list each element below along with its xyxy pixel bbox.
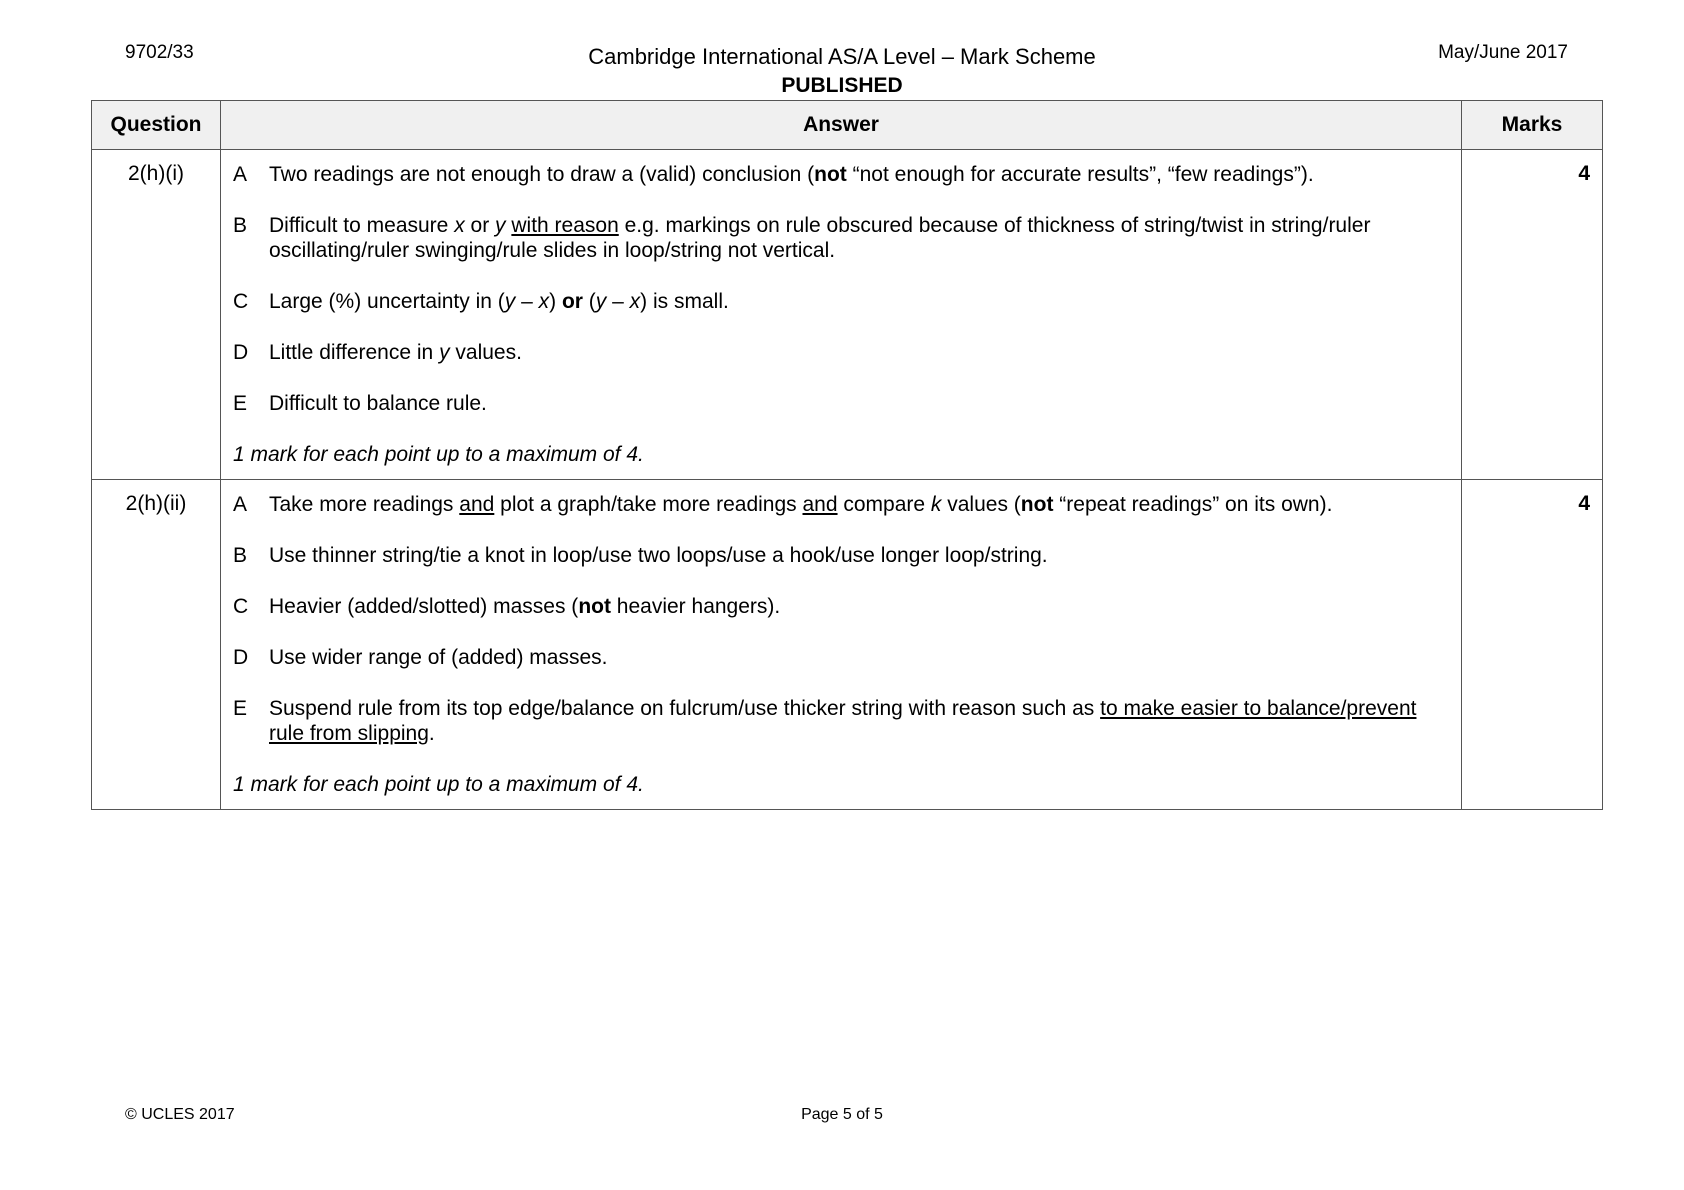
point-text-segment: y <box>495 214 506 237</box>
point-letter: B <box>233 544 248 567</box>
point-text-segment: not <box>1020 493 1054 516</box>
point-text-segment: y <box>595 290 607 313</box>
marking-point <box>233 213 1449 263</box>
point-text <box>269 213 1449 263</box>
point-text-segment: values. <box>449 341 522 364</box>
paper-code: 9702/33 <box>125 42 194 63</box>
point-text-segment: e.g. markings on rule obscured because of thickness of string/twist in string/ruler oscillating/ruler swinging/rule slides in loop/string not vertical. <box>269 214 1371 262</box>
point-text-segment: Suspend rule from its top edge/balance on fulcrum/use thicker string with reason such as <box>269 697 1101 720</box>
point-letter: D <box>233 646 249 669</box>
point-text-segment: values ( <box>941 493 1021 516</box>
point-text-segment: – <box>515 290 539 313</box>
published-label: PUBLISHED <box>781 74 903 97</box>
point-text-segment: x <box>629 290 641 313</box>
point-text <box>269 289 1449 314</box>
point-letter: E <box>233 392 248 415</box>
document-title: Cambridge International AS/A Level – Mark Scheme <box>588 44 1096 69</box>
point-text <box>269 162 1449 187</box>
page-number: Page 5 of 5 <box>801 1106 883 1123</box>
point-text-segment: not <box>578 595 611 618</box>
point-text <box>269 391 1449 416</box>
marking-point <box>233 340 1449 365</box>
column-header-question: Question <box>92 101 221 150</box>
marks-value: 4 <box>1462 150 1603 480</box>
point-text <box>269 543 1449 568</box>
point-text <box>269 492 1449 517</box>
answer-cell <box>221 150 1462 480</box>
point-text-segment: x <box>454 214 465 237</box>
copyright: © UCLES 2017 <box>125 1106 235 1123</box>
point-letter: E <box>233 697 248 720</box>
point-text-segment: or <box>561 290 583 313</box>
column-header-marks: Marks <box>1462 101 1603 150</box>
point-text <box>269 645 1449 670</box>
question-number: 2(h)(ii) <box>92 480 221 810</box>
column-header-answer: Answer <box>221 101 1462 150</box>
point-text-segment: or <box>464 214 496 237</box>
point-text-segment: k <box>930 493 942 516</box>
point-letter: A <box>233 493 248 516</box>
table-row <box>92 480 1603 810</box>
point-text-segment: with reason <box>511 214 619 237</box>
point-text-segment: not <box>814 163 847 186</box>
point-text-segment: ( <box>582 290 596 313</box>
point-text-segment: plot a graph/take more readings <box>494 493 803 516</box>
point-text <box>269 696 1449 746</box>
point-text-segment: x <box>538 290 550 313</box>
point-text-segment: Difficult to measure <box>269 214 455 237</box>
answer-cell <box>221 480 1462 810</box>
point-letter: C <box>233 595 249 618</box>
point-letter: D <box>233 341 249 364</box>
question-number: 2(h)(i) <box>92 150 221 480</box>
marks-value: 4 <box>1462 480 1603 810</box>
marking-point <box>233 594 1449 619</box>
point-text <box>269 594 1449 619</box>
point-letter: A <box>233 163 248 186</box>
marking-point <box>233 492 1449 517</box>
point-letter: B <box>233 214 248 237</box>
point-text-segment: y <box>439 341 450 364</box>
point-text-segment: Difficult to balance rule. <box>269 392 487 415</box>
marking-note: 1 mark for each point up to a maximum of 4. <box>233 443 644 466</box>
point-text-segment: Heavier (added/slotted) masses ( <box>269 595 579 618</box>
point-text-segment: “repeat readings” on its own). <box>1053 493 1333 516</box>
point-text-segment: – <box>606 290 630 313</box>
marking-point <box>233 543 1449 568</box>
point-text-segment: ) <box>549 290 562 313</box>
point-text-segment: “not enough for accurate results”, “few readings”). <box>846 163 1314 186</box>
point-text-segment: y <box>504 290 516 313</box>
point-text-segment: heavier hangers). <box>610 595 781 618</box>
marking-note: 1 mark for each point up to a maximum of 4. <box>233 773 644 796</box>
point-text-segment: Large (%) uncertainty in ( <box>269 290 505 313</box>
point-text-segment: and <box>459 493 495 516</box>
point-text-segment: compare <box>837 493 931 516</box>
marking-point <box>233 696 1449 746</box>
point-text-segment: and <box>802 493 838 516</box>
point-letter: C <box>233 290 249 313</box>
point-text-segment: Use thinner string/tie a knot in loop/use two loops/use a hook/use longer loop/string. <box>269 544 1048 567</box>
point-text <box>269 340 1449 365</box>
point-text-segment: Little difference in <box>269 341 440 364</box>
marking-point <box>233 391 1449 416</box>
point-text-segment: ) is small. <box>640 290 729 313</box>
marking-point <box>233 289 1449 314</box>
marking-point <box>233 645 1449 670</box>
table-row <box>92 150 1603 480</box>
table-header-row <box>92 101 1603 150</box>
point-text-segment: to make easier to balance/prevent rule from slipping <box>269 697 1417 745</box>
mark-scheme-table <box>91 100 1603 810</box>
point-text-segment: Two readings are not enough to draw a (valid) conclusion ( <box>269 163 815 186</box>
point-text-segment: . <box>428 722 435 745</box>
exam-session: May/June 2017 <box>1438 42 1568 63</box>
document-header <box>0 42 1684 100</box>
point-text-segment: Use wider range of (added) masses. <box>269 646 608 669</box>
point-text-segment: Take more readings <box>269 493 460 516</box>
marking-point <box>233 162 1449 187</box>
